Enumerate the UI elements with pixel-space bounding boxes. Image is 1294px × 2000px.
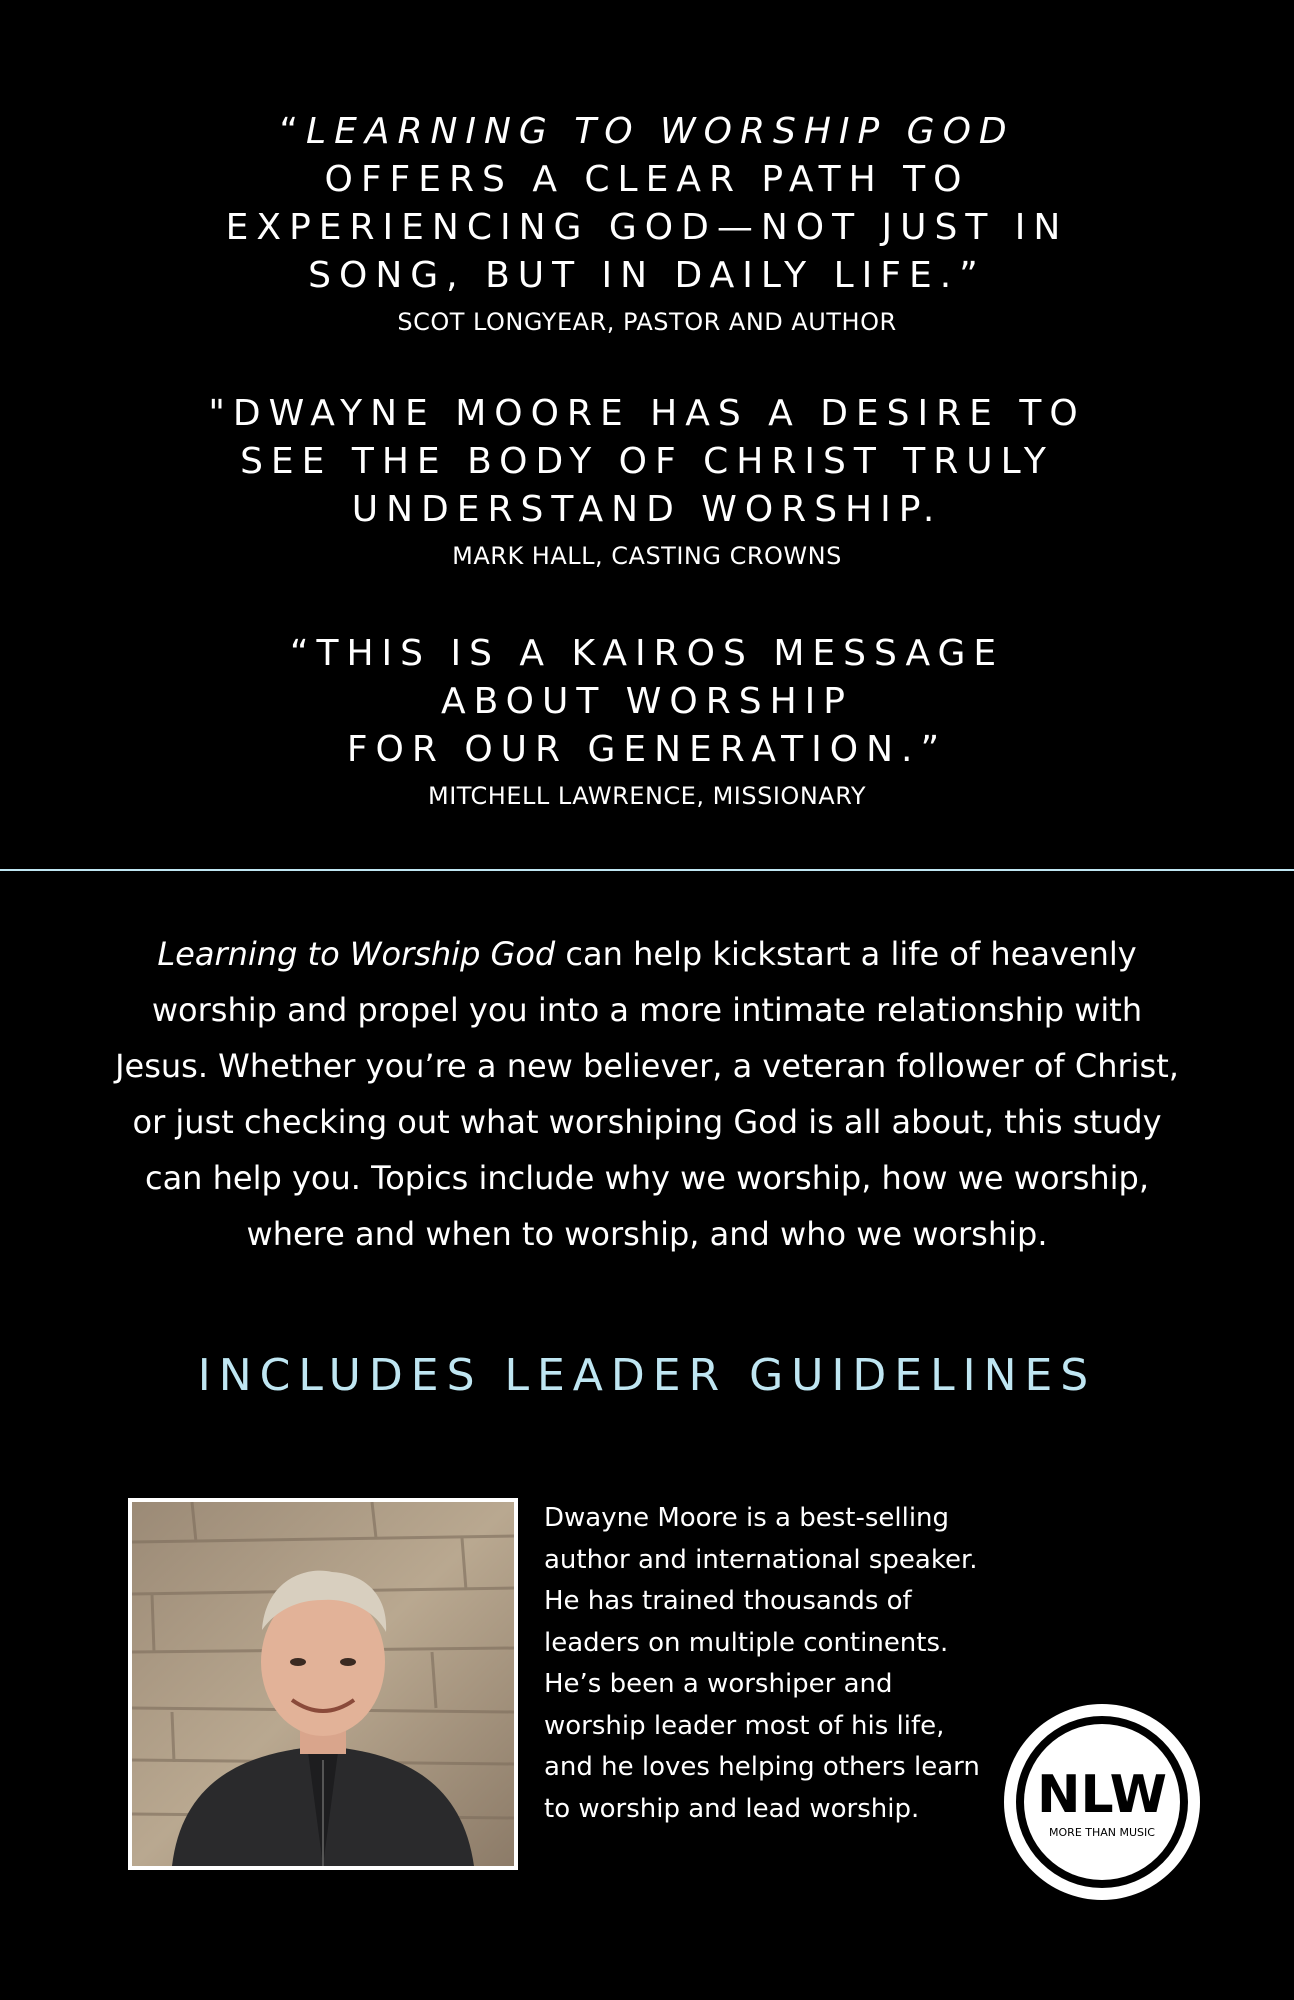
- section-divider: [0, 869, 1294, 871]
- endorsement-3-quote: “THIS IS A KAIROS MESSAGE ABOUT WORSHIP FOR OUR GENERATION.”: [289, 633, 1005, 770]
- endorsement-1: [0, 108, 1294, 336]
- book-title-italic: LEARNING TO WORSHIP GOD: [306, 111, 1015, 152]
- endorsement-2: [0, 390, 1294, 570]
- endorsement-2-quote: "DWAYNE MOORE HAS A DESIRE TO SEE THE BODY OF CHRIST TRULY UNDERSTAND WORSHIP.: [208, 393, 1086, 530]
- book-title-italic: Learning to Worship God: [157, 935, 556, 973]
- tagline: INCLUDES LEADER GUIDELINES: [197, 1350, 1097, 1401]
- logo-sub-text: MORE THAN MUSIC: [1049, 1826, 1155, 1839]
- endorsement-3-attribution: MITCHELL LAWRENCE, MISSIONARY: [427, 782, 866, 810]
- nlw-logo: [1000, 1700, 1204, 1904]
- logo-main-text: NLW: [1037, 1765, 1167, 1825]
- book-description: Learning to Worship God can help kickstart a life of heavenly worship and propel you into a more intimate relationship with Jesus. Whether you’re a new believer, a veteran follower of Christ, or just checking out what worshiping God is all about, this study can help you. Topics include why we worship, how we worship, where and when to worship, and who we worship.: [115, 935, 1179, 1253]
- author-photo: [128, 1498, 518, 1870]
- endorsements-section: [0, 108, 1294, 810]
- endorsement-1-attribution: SCOT LONGYEAR, PASTOR AND AUTHOR: [397, 308, 897, 336]
- author-portrait-image: [132, 1502, 514, 1866]
- endorsement-3: [0, 630, 1294, 810]
- author-bio: Dwayne Moore is a best-selling author and international speaker. He has trained thousands of leaders on multiple continents. He’s been a worshiper and worship leader most of his life, and he loves helping others learn to worship and lead worship.: [544, 1503, 980, 1824]
- endorsement-2-attribution: MARK HALL, CASTING CROWNS: [452, 542, 842, 570]
- endorsement-1-quote: “LEARNING TO WORSHIP GOD OFFERS A CLEAR PATH TO EXPERIENCING GOD—NOT JUST IN SONG, BUT IN DAILY LIFE.”: [225, 111, 1069, 296]
